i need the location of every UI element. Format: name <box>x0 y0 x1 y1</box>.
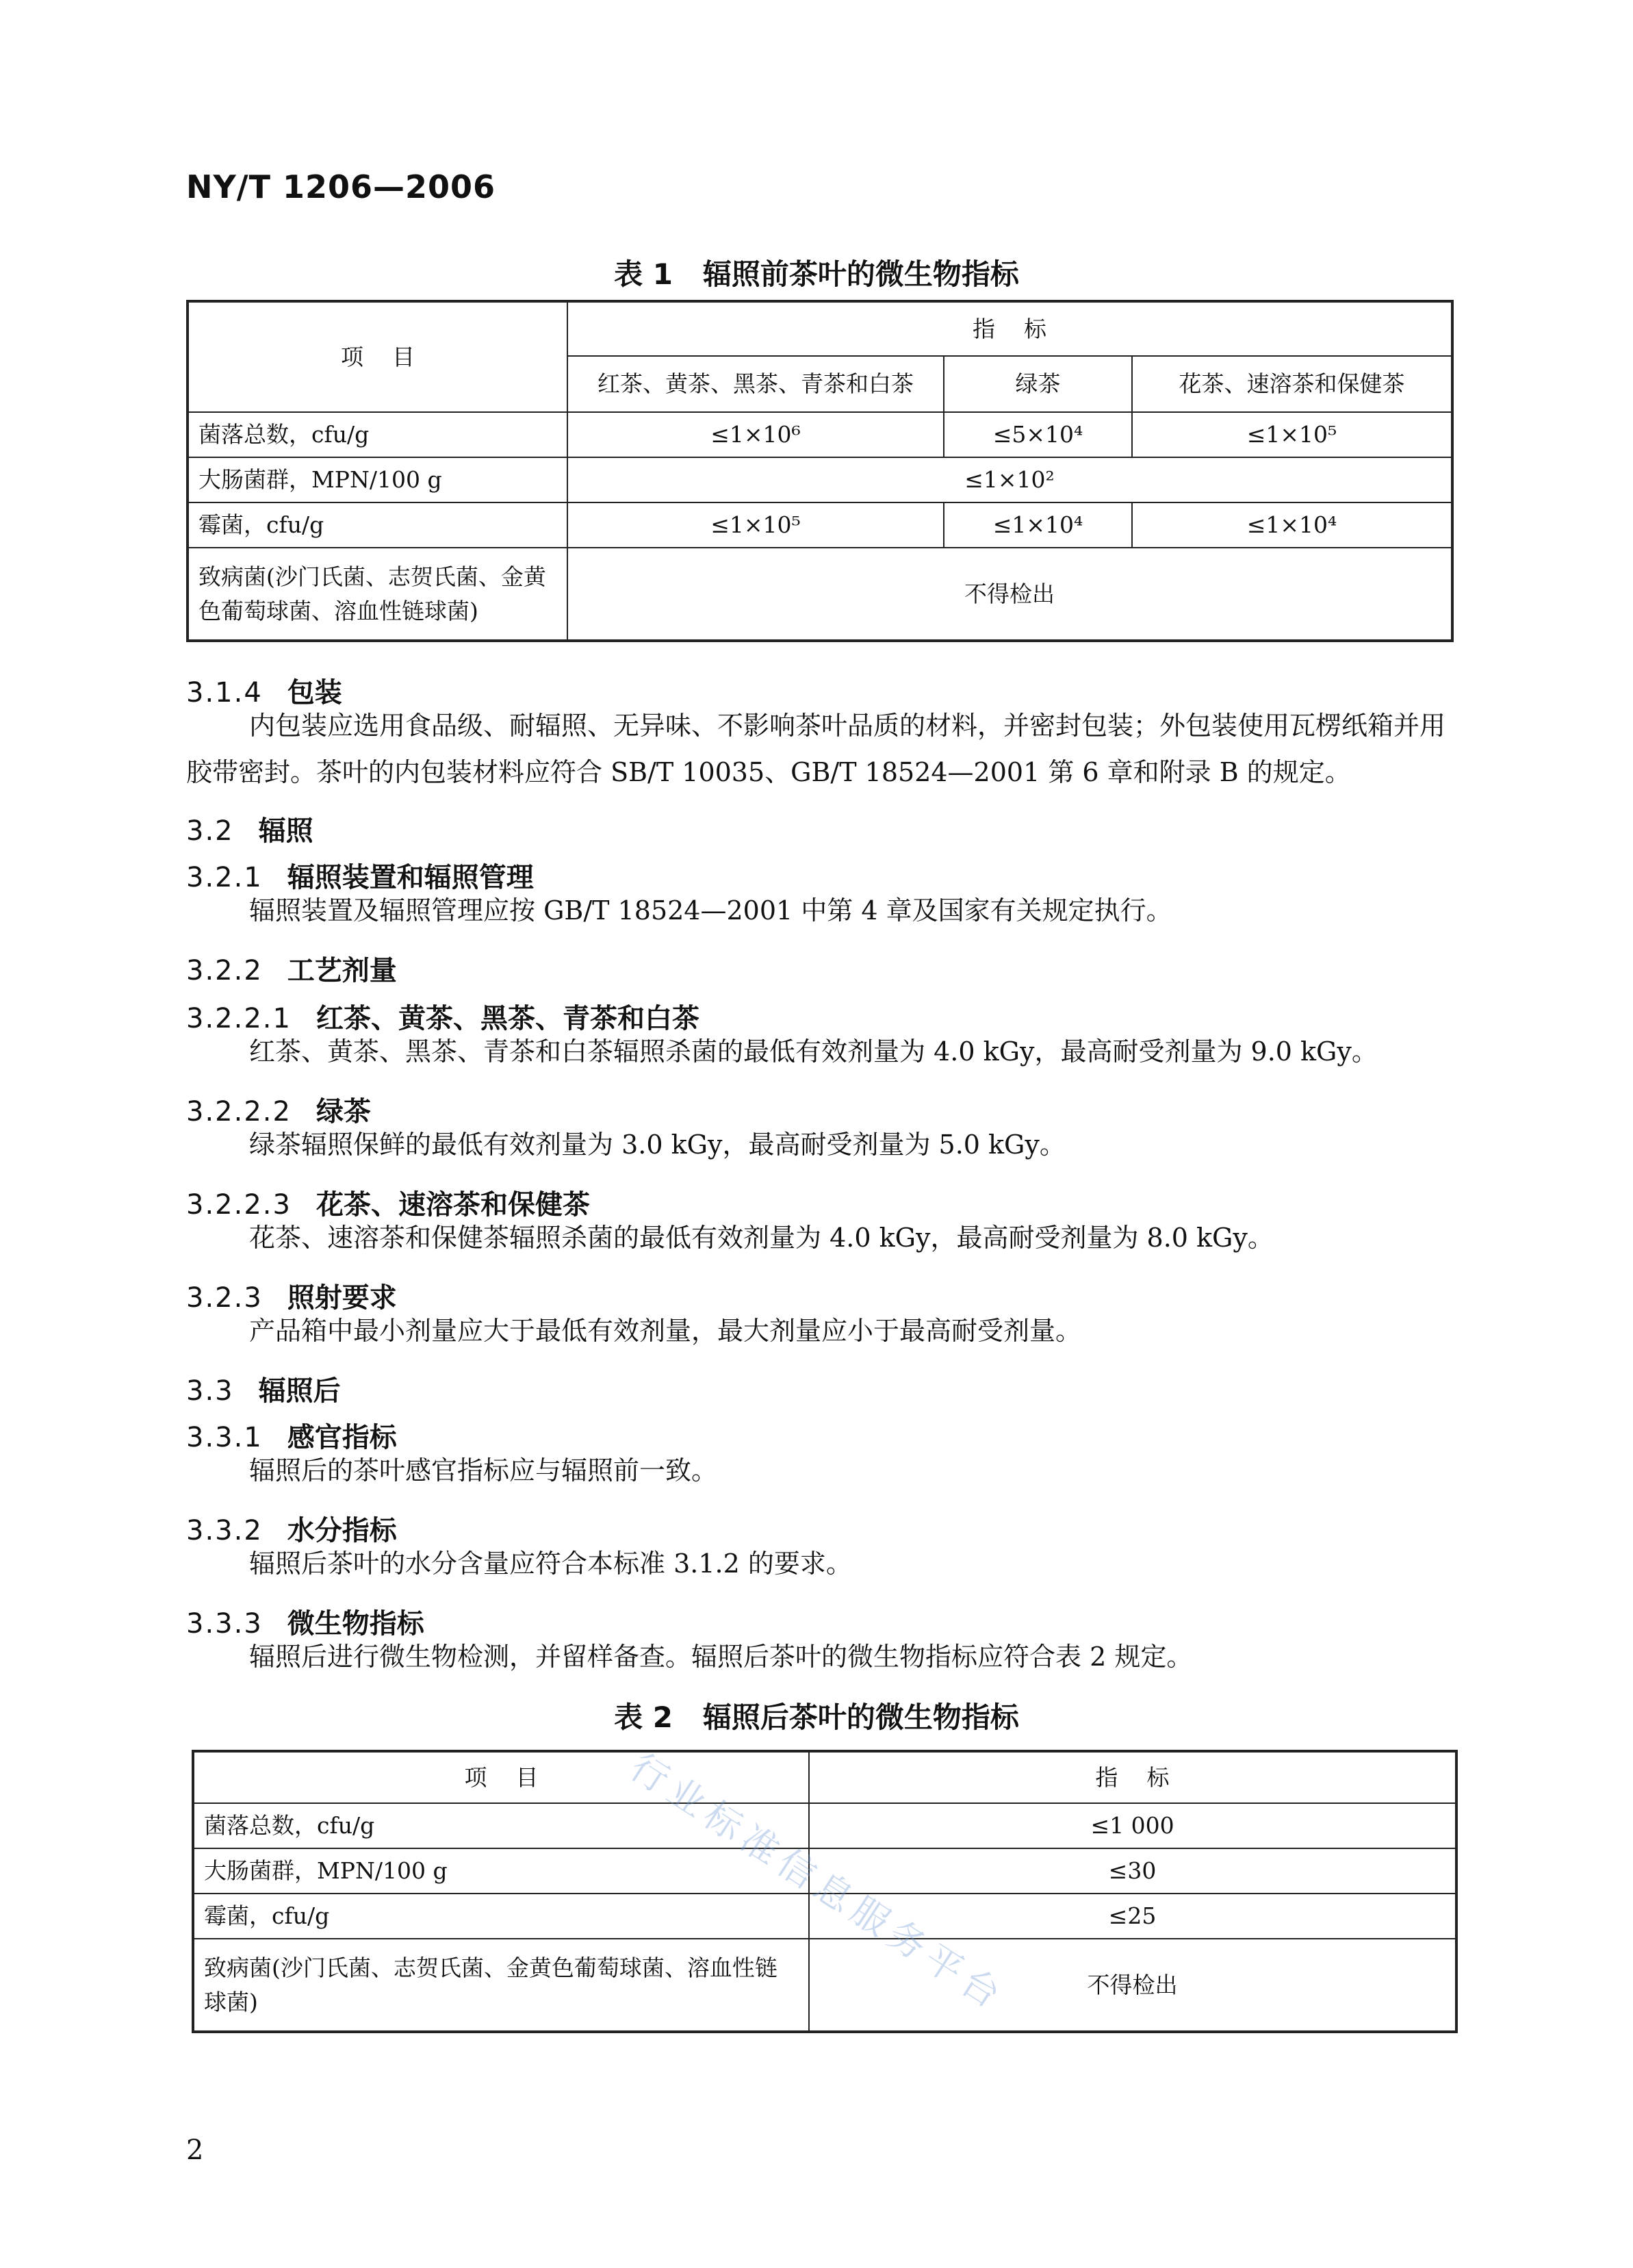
page-number: 2 <box>186 2135 204 2166</box>
table1-cell-item: 霉菌，cfu/g <box>188 502 567 548</box>
table1-cell-value: ≤1×10⁴ <box>944 502 1132 548</box>
table2-header-item: 项 目 <box>193 1751 809 1803</box>
table2-cell-item: 大肠菌群，MPN/100 g <box>193 1848 809 1894</box>
section-heading: 3.2.2 工艺剂量 <box>186 955 397 986</box>
table1-subheader-black-tea: 红茶、黄茶、黑茶、青茶和白茶 <box>567 356 944 412</box>
table1-cell-merged: 不得检出 <box>567 548 1452 641</box>
table2-cell-item: 霉菌，cfu/g <box>193 1894 809 1939</box>
table-row <box>193 1803 1456 1848</box>
table1-cell-item: 大肠菌群，MPN/100 g <box>188 457 567 502</box>
table1-cell-merged: ≤1×10² <box>567 457 1452 502</box>
table2-cell-value: ≤25 <box>809 1894 1456 1939</box>
paragraph-sensory: 辐照后的茶叶感官指标应与辐照前一致。 <box>249 1455 718 1486</box>
table2-cell-value: ≤1 000 <box>809 1803 1456 1848</box>
table2-header-index: 指 标 <box>809 1751 1456 1803</box>
section-heading: 3.2.3 照射要求 <box>186 1282 397 1314</box>
table2-caption: 表 2 辐照后茶叶的微生物指标 <box>614 1700 1019 1734</box>
table1-cell-value: ≤5×10⁴ <box>944 412 1132 457</box>
table-row <box>193 1939 1456 2032</box>
table1 <box>186 300 1454 642</box>
table1-cell-value: ≤1×10⁵ <box>1132 412 1452 457</box>
table2-cell-value: 不得检出 <box>809 1939 1456 2032</box>
table-row <box>188 457 1452 502</box>
paragraph-device: 辐照装置及辐照管理应按 GB/T 18524—2001 中第 4 章及国家有关规定执行。 <box>249 895 1172 926</box>
table1-cell-value: ≤1×10⁵ <box>567 502 944 548</box>
section-heading: 3.3 辐照后 <box>186 1375 341 1407</box>
paragraph-requirement: 产品箱中最小剂量应大于最低有效剂量，最大剂量应小于最高耐受剂量。 <box>249 1316 1082 1346</box>
table-row <box>188 502 1452 548</box>
section-heading: 3.2 辐照 <box>186 815 313 847</box>
table2-cell-value: ≤30 <box>809 1848 1456 1894</box>
paragraph-flower-tea: 花茶、速溶茶和保健茶辐照杀菌的最低有效剂量为 4.0 kGy，最高耐受剂量为 8.0 kGy。 <box>249 1223 1274 1253</box>
table1-subheader-flower-tea: 花茶、速溶茶和保健茶 <box>1132 356 1452 412</box>
table1-cell-value: ≤1×10⁴ <box>1132 502 1452 548</box>
table1-cell-value: ≤1×10⁶ <box>567 412 944 457</box>
paragraph-green-tea: 绿茶辐照保鲜的最低有效剂量为 3.0 kGy，最高耐受剂量为 5.0 kGy。 <box>249 1130 1066 1160</box>
section-heading: 3.3.2 水分指标 <box>186 1515 397 1546</box>
table-row <box>188 548 1452 641</box>
table1-cell-item: 致病菌(沙门氏菌、志贺氏菌、金黄色葡萄球菌、溶血性链球菌) <box>188 548 567 641</box>
section-heading: 3.2.2.2 绿茶 <box>186 1096 371 1127</box>
table1-header-index: 指 标 <box>567 301 1452 356</box>
table-row <box>188 412 1452 457</box>
section-heading: 3.2.1 辐照装置和辐照管理 <box>186 862 534 893</box>
paragraph-packaging: 内包装应选用食品级、耐辐照、无异味、不影响茶叶品质的材料，并密封包装；外包装使用瓦楞纸箱并用胶带密封。茶叶的内包装材料应符合 SB/T 10035、GB/T 18524—2001 第 6 章和附录 B 的规定。 <box>186 711 1446 787</box>
section-heading: 3.2.2.1 红茶、黄茶、黑茶、青茶和白茶 <box>186 1003 699 1034</box>
section-heading: 3.3.1 感官指标 <box>186 1422 397 1453</box>
watermark: 行业标准信息服务平台 <box>622 1745 1014 2020</box>
section-heading: 3.1.4 包装 <box>186 677 342 709</box>
table2-cell-item: 致病菌(沙门氏菌、志贺氏菌、金黄色葡萄球菌、溶血性链球菌) <box>193 1939 809 2032</box>
table1-cell-item: 菌落总数，cfu/g <box>188 412 567 457</box>
paragraph-black-tea: 红茶、黄茶、黑茶、青茶和白茶辐照杀菌的最低有效剂量为 4.0 kGy，最高耐受剂量为 9.0 kGy。 <box>249 1036 1378 1067</box>
table2-cell-item: 菌落总数，cfu/g <box>193 1803 809 1848</box>
standard-code: NY/T 1206—2006 <box>186 168 496 205</box>
section-heading: 3.2.2.3 花茶、速溶茶和保健茶 <box>186 1189 590 1221</box>
table1-caption: 表 1 辐照前茶叶的微生物指标 <box>614 257 1019 291</box>
paragraph-moisture: 辐照后茶叶的水分含量应符合本标准 3.1.2 的要求。 <box>249 1549 852 1579</box>
table1-subheader-green-tea: 绿茶 <box>944 356 1132 412</box>
section-heading: 3.3.3 微生物指标 <box>186 1608 424 1640</box>
paragraph-microbe: 辐照后进行微生物检测，并留样备查。辐照后茶叶的微生物指标应符合表 2 规定。 <box>249 1642 1193 1672</box>
table1-header-item: 项 目 <box>188 301 567 412</box>
